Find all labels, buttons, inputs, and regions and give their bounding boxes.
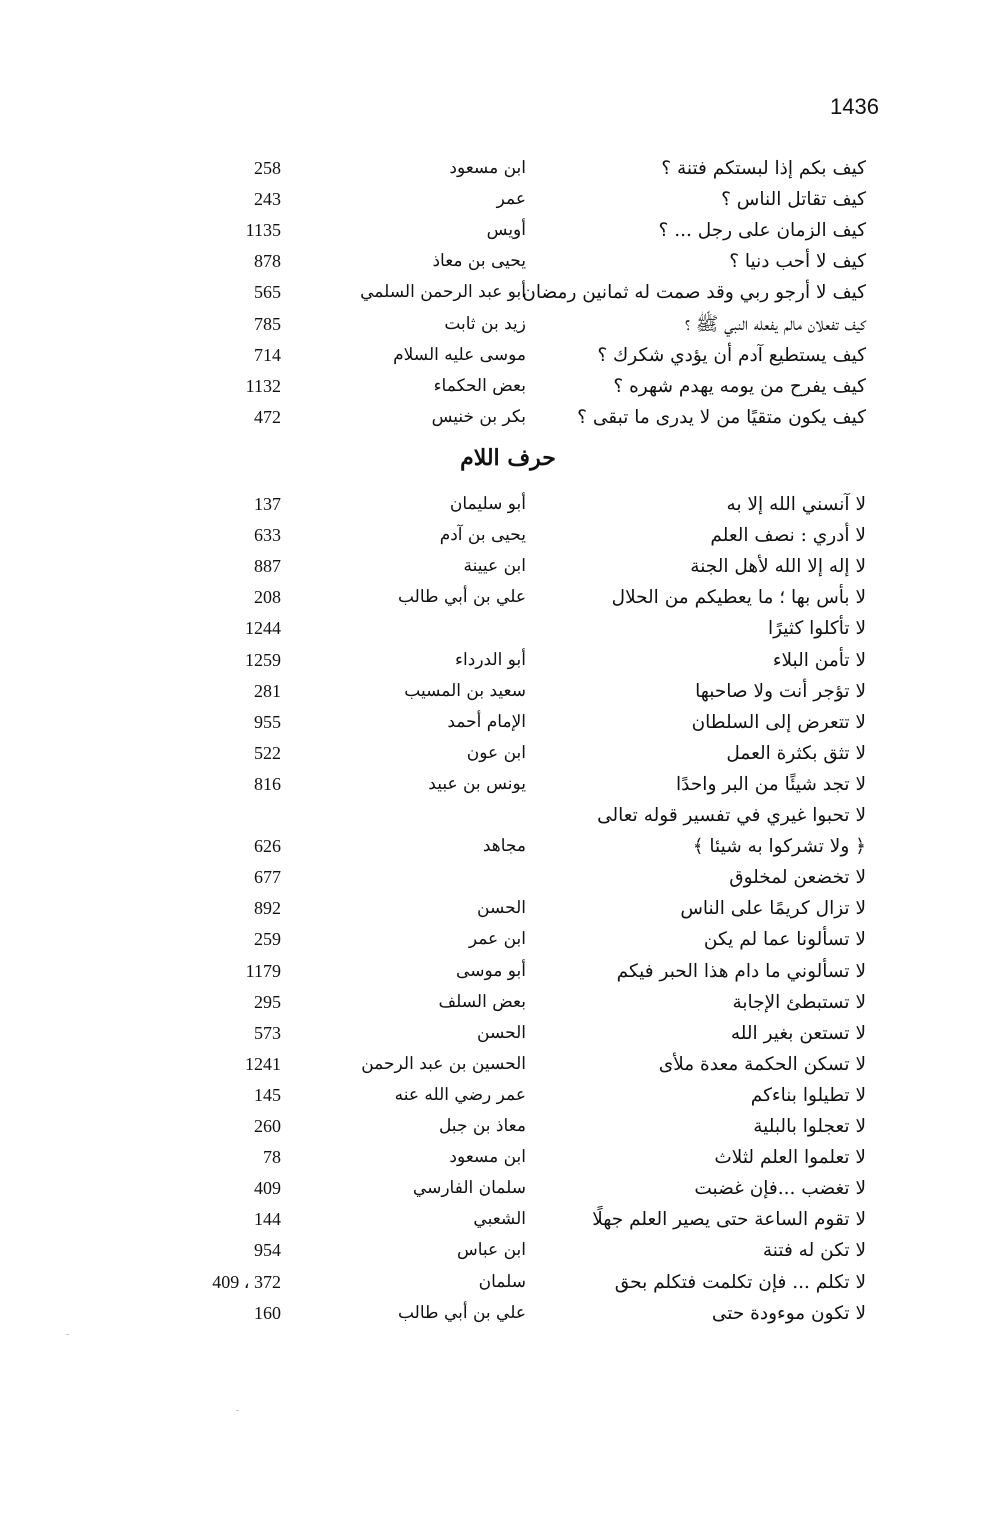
- saying-text: لا تؤجر أنت ولا صاحبها: [695, 680, 866, 702]
- table-row: [0, 215, 986, 246]
- narrator-name: أبو موسى: [456, 960, 526, 981]
- page-reference: 1244: [245, 618, 281, 639]
- saying-text: لا تتعرض إلى السلطان: [691, 711, 866, 733]
- table-row: [0, 277, 986, 308]
- table-row: [0, 987, 986, 1018]
- saying-text: كيف بكم إذا لبستكم فتنة ؟: [661, 158, 866, 179]
- page-reference: 208: [254, 587, 281, 608]
- table-row: [0, 551, 986, 582]
- narrator-name: سلمان الفارسي: [412, 1178, 526, 1199]
- table-row: [0, 800, 986, 831]
- table-row: [0, 1018, 986, 1049]
- table-row: [0, 676, 986, 707]
- saying-text: لا تسكن الحكمة معدة ملأى: [658, 1053, 866, 1075]
- table-row: [0, 1267, 986, 1298]
- saying-text: لا تأكلوا كثيرًا: [767, 618, 866, 640]
- narrator-name: ابن عمر: [468, 929, 526, 950]
- table-row: [0, 831, 986, 862]
- saying-text: كيف لا أرجو ربي وقد صمت له ثمانين رمضان: [522, 282, 866, 304]
- narrator-name: الحسين بن عبد الرحمن: [361, 1053, 526, 1074]
- saying-text: كيف يستطيع آدم أن يؤدي شكرك ؟: [597, 344, 866, 366]
- table-row: [0, 707, 986, 738]
- saying-text: لا تعجلوا بالبلية: [753, 1116, 866, 1137]
- narrator-name: سلمان: [478, 1271, 526, 1292]
- table-row: [0, 645, 986, 676]
- saying-text: كيف تفعلان مالم يفعله النبي ﷺ ؟: [684, 313, 866, 335]
- saying-text: لا تكلم ... فإن تكلمت فتكلم بحق: [614, 1271, 866, 1293]
- page-reference: 281: [254, 680, 281, 701]
- table-row: [0, 402, 986, 433]
- narrator-name: أويس: [486, 220, 526, 241]
- table-row: [0, 489, 986, 520]
- narrator-name: يونس بن عبيد: [428, 773, 526, 794]
- saying-text: كيف الزمان على رجل ... ؟: [658, 220, 866, 242]
- narrator-name: زيد بن ثابت: [444, 313, 526, 334]
- saying-text: لا تقوم الساعة حتى يصير العلم جهلًا: [592, 1209, 866, 1231]
- saying-text: كيف يكون متقيًا من لا يدرى ما تبقى ؟: [577, 406, 866, 428]
- narrator-name: بعض الحكماء: [433, 375, 526, 396]
- saying-text: لا تزال كريمًا على الناس: [680, 898, 866, 920]
- narrator-name: الحسن: [477, 898, 526, 919]
- table-row: [0, 613, 986, 644]
- saying-text: كيف لا أحب دنيا ؟: [729, 251, 866, 273]
- saying-text: لا تستعن بغير الله: [730, 1022, 866, 1044]
- saying-text: لا آنسني الله إلا به: [726, 494, 866, 515]
- narrator-name: يحيى بن معاذ: [432, 251, 526, 272]
- saying-text: لا أدري : نصف العلم: [710, 525, 866, 547]
- page-reference: 145: [254, 1084, 281, 1105]
- table-row: [0, 956, 986, 987]
- narrator-name: الحسن: [477, 1022, 526, 1043]
- narrator-name: ابن مسعود: [449, 158, 526, 178]
- saying-text: لا بأس بها ؛ ما يعطيكم من الحلال: [611, 587, 866, 609]
- saying-text: لا إله إلا الله لأهل الجنة: [690, 556, 866, 578]
- narrator-name: مجاهد: [482, 836, 526, 857]
- narrator-name: معاذ بن جبل: [438, 1116, 526, 1136]
- page-reference: 160: [254, 1302, 281, 1323]
- table-row: [0, 309, 986, 340]
- table-row: [0, 153, 986, 184]
- narrator-name: عمر رضي الله عنه: [394, 1084, 526, 1105]
- narrator-name: يحيى بن آدم: [439, 525, 526, 546]
- saying-text: لا تخضعن لمخلوق: [729, 867, 866, 889]
- narrator-name: أبو سليمان: [449, 494, 526, 514]
- narrator-name: ابن عيينة: [463, 556, 526, 577]
- narrator-name: بعض السلف: [438, 991, 526, 1012]
- page-reference: 243: [254, 189, 281, 210]
- narrator-name: بكر بن خنيس: [431, 406, 526, 427]
- narrator-name: عمر: [496, 189, 526, 210]
- page-reference: 522: [254, 742, 281, 763]
- narrator-name: الإمام أحمد: [447, 711, 526, 732]
- page-reference: 714: [254, 344, 281, 365]
- table-row: [0, 1142, 986, 1173]
- saying-text: كيف يفرح من يومه يهدم شهره ؟: [613, 375, 866, 397]
- page-reference: 1241: [245, 1053, 281, 1074]
- table-row: [0, 1298, 986, 1329]
- page-reference: 1132: [245, 375, 281, 396]
- page-reference: 954: [254, 1240, 281, 1261]
- page-reference: 472: [254, 406, 281, 427]
- saying-text: كيف تقاتل الناس ؟: [721, 189, 866, 211]
- scan-speck: [236, 1410, 239, 1411]
- page-reference: 1179: [245, 960, 281, 981]
- table-row: [0, 520, 986, 551]
- table-row: [0, 1049, 986, 1080]
- page-reference: 260: [254, 1116, 281, 1136]
- page-reference: 633: [254, 525, 281, 546]
- page-number: 1436: [830, 94, 879, 119]
- saying-text: لا تكن له فتنة: [762, 1240, 866, 1262]
- page-reference: 955: [254, 711, 281, 732]
- page-reference: 137: [254, 494, 281, 514]
- table-row: [0, 582, 986, 613]
- narrator-name: موسى عليه السلام: [393, 344, 526, 365]
- narrator-name: سعيد بن المسيب: [404, 680, 526, 701]
- page-reference: 565: [254, 282, 281, 303]
- table-row: [0, 246, 986, 277]
- saying-text: لا تطيلوا بناءكم: [750, 1084, 866, 1106]
- table-row: [0, 769, 986, 800]
- saying-text: لا تأمن البلاء: [772, 649, 866, 671]
- page-reference: 878: [254, 251, 281, 272]
- page-reference: 677: [254, 867, 281, 888]
- table-row: [0, 184, 986, 215]
- narrator-name: أبو عبد الرحمن السلمي: [360, 282, 526, 303]
- table-row: [0, 340, 986, 371]
- narrator-name: علي بن أبي طالب: [397, 587, 526, 608]
- page-reference: 785: [254, 313, 281, 334]
- saying-text: لا تجد شيئًا من البر واحدًا: [676, 773, 866, 795]
- saying-text: لا تثق بكثرة العمل: [726, 742, 866, 764]
- saying-text: لا تحبوا غيري في تفسير قوله تعالى: [597, 805, 866, 826]
- saying-text: لا تسألونا عما لم يكن: [703, 929, 866, 951]
- table-row: [0, 893, 986, 924]
- scan-speck: [66, 1334, 69, 1335]
- page-reference: 816: [254, 773, 281, 794]
- table-row: [0, 1173, 986, 1204]
- table-row: [0, 1204, 986, 1235]
- table-row: [0, 1111, 986, 1142]
- saying-text: لا تستبطئ الإجابة: [732, 991, 866, 1013]
- saying-text: لا تكون موءودة حتى: [711, 1302, 866, 1324]
- table-row: [0, 1235, 986, 1266]
- page-reference: 259: [254, 929, 281, 950]
- page-reference: 409: [254, 1178, 281, 1199]
- page-reference: 295: [254, 991, 281, 1012]
- table-row: [0, 738, 986, 769]
- page-reference: 892: [254, 898, 281, 919]
- page-reference: 573: [254, 1022, 281, 1043]
- page-reference: 409 ، 372: [212, 1271, 281, 1292]
- narrator-name: علي بن أبي طالب: [397, 1302, 526, 1323]
- page-reference: 626: [254, 836, 281, 857]
- saying-text: لا تغضب ...فإن غضبت: [694, 1178, 866, 1200]
- section-heading: حرف اللام: [460, 445, 556, 471]
- page-reference: 78: [263, 1147, 281, 1168]
- saying-text: ﴿ ولا تشركوا به شيئا ﴾: [692, 836, 866, 858]
- narrator-name: أبو الدرداء: [455, 649, 526, 670]
- page-reference: 1135: [245, 220, 281, 241]
- page-reference: 144: [254, 1209, 281, 1230]
- page-reference: 258: [254, 158, 281, 178]
- saying-text: لا تسألوني ما دام هذا الحبر فيكم: [616, 960, 866, 982]
- narrator-name: ابن عون: [466, 742, 526, 763]
- narrator-name: ابن عباس: [456, 1240, 526, 1261]
- table-row: [0, 1080, 986, 1111]
- narrator-name: الشعبي: [473, 1209, 526, 1230]
- table-row: [0, 924, 986, 955]
- saying-text: لا تعلموا العلم لثلاث: [714, 1147, 866, 1169]
- page-reference: 1259: [245, 649, 281, 670]
- table-row: [0, 371, 986, 402]
- page-reference: 887: [254, 556, 281, 577]
- narrator-name: ابن مسعود: [449, 1147, 526, 1168]
- table-row: [0, 862, 986, 893]
